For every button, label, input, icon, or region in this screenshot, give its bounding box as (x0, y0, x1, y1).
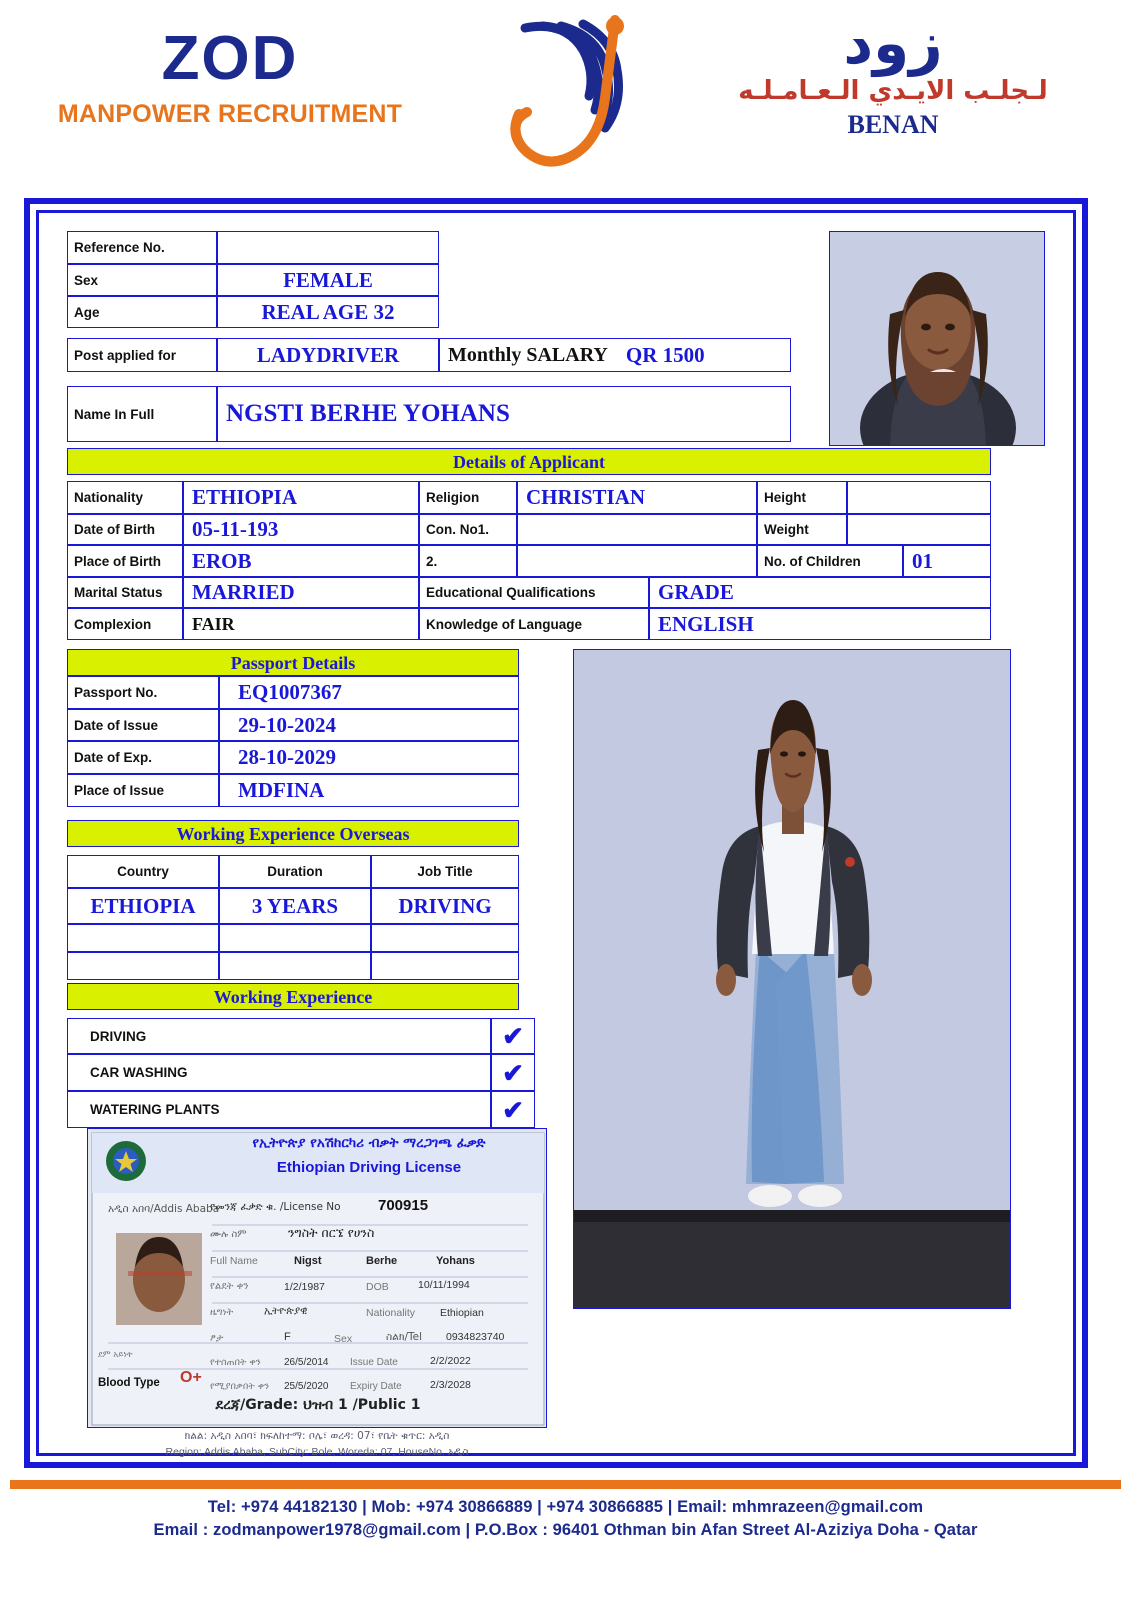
license-issue-label-am: የተሰጠበት ቀን (210, 1357, 261, 1368)
license-sex-label-am: ፆታ (210, 1333, 224, 1344)
license-sex-value: F (284, 1331, 291, 1343)
license-tel-label: ስልክ/Tel (386, 1331, 423, 1343)
reference-no-value-cell[interactable] (217, 231, 439, 264)
overseas-row3-country[interactable] (67, 952, 219, 980)
pob-value-cell[interactable]: EROB (183, 545, 419, 577)
license-middle-name: Berhe (366, 1255, 398, 1267)
license-nationality-am: ኢትዮጵያዊ (264, 1305, 308, 1317)
overseas-band: Working Experience Overseas (67, 820, 519, 847)
marital-label-cell: Marital Status (67, 577, 183, 608)
license-title-amharic: የኢትዮጵያ የአሽከርካሪ ብቃት ማረጋገጫ ፈቃድ (252, 1135, 486, 1151)
experience-item-car-washing[interactable] (67, 1054, 491, 1091)
footer-contact-line-1: Tel: +974 44182130 | Mob: +974 30866889 | +974 30866885 | Email: mhmrazeen@gmail.com (207, 1498, 924, 1516)
brand-tagline-arabic: لـجلـب الايـدي الـعـامـلـه (738, 76, 1048, 106)
license-expiry-date: 2/3/2028 (430, 1379, 471, 1391)
passport-issue-value-cell[interactable]: 29-10-2024 (219, 709, 519, 741)
license-region-line-en: Region: Addis Ababa, SubCity: Bole, Woreda: 07, HouseNo. አዲስ (165, 1446, 469, 1458)
post-applied-value-cell[interactable]: LADYDRIVER (217, 338, 439, 372)
license-issue-label: Issue Date (350, 1357, 398, 1368)
experience-item-driving[interactable] (67, 1018, 491, 1054)
footer-divider (10, 1480, 1121, 1489)
brand-left (30, 24, 430, 129)
overseas-header-country: Country (67, 855, 219, 888)
pob-label-cell: Place of Birth (67, 545, 183, 577)
brand-name: ZOD (161, 24, 299, 93)
passport-band: Passport Details (67, 649, 519, 676)
cv-sheet (24, 198, 1088, 1468)
passport-exp-value-cell[interactable]: 28-10-2029 (219, 741, 519, 774)
religion-value-cell[interactable]: CHRISTIAN (517, 481, 757, 514)
experience-label: DRIVING (90, 1028, 147, 1044)
passport-issue-label-cell: Date of Issue (67, 709, 219, 741)
experience-item-watering-plants[interactable] (67, 1091, 491, 1128)
license-issue-date: 2/2/2022 (430, 1355, 471, 1367)
experience-checkbox-watering-plants[interactable] (491, 1091, 535, 1128)
overseas-row2-jobtitle[interactable] (371, 924, 519, 952)
brand-benan: BENAN (847, 110, 939, 139)
education-value-cell[interactable]: GRADE (649, 577, 991, 608)
passport-exp-label-cell: Date of Exp. (67, 741, 219, 774)
overseas-header-duration: Duration (219, 855, 371, 888)
sex-value-cell[interactable]: FEMALE (217, 264, 439, 296)
license-birth-ec: 1/2/1987 (284, 1281, 325, 1293)
license-nationality: Ethiopian (440, 1307, 484, 1319)
license-tel: 0934823740 (446, 1331, 505, 1343)
license-issue-ec: 26/5/2014 (284, 1357, 329, 1368)
brand-name-arabic: زود (843, 9, 943, 77)
overseas-row2-country[interactable] (67, 924, 219, 952)
passport-place-label-cell: Place of Issue (67, 774, 219, 807)
overseas-row-country[interactable]: ETHIOPIA (67, 888, 219, 924)
brand-tagline: MANPOWER RECRUITMENT (57, 100, 403, 128)
contact-no1-value-cell[interactable] (517, 514, 757, 545)
weight-label-cell: Weight (757, 514, 847, 545)
height-value-cell[interactable] (847, 481, 991, 514)
reference-no-label-cell: Reference No. (67, 231, 217, 264)
overseas-row2-duration[interactable] (219, 924, 371, 952)
overseas-row3-duration[interactable] (219, 952, 371, 980)
age-value-cell[interactable]: REAL AGE 32 (217, 296, 439, 328)
overseas-row-jobtitle[interactable]: DRIVING (371, 888, 519, 924)
check-icon: ✔ (502, 1021, 524, 1051)
page-footer (0, 1480, 1131, 1540)
license-region-line-am: ክልል: አዲስ አበባ፣ ክፍለከተማ: ቦሌ፣ ወረዳ: 07፣ የቤት ቁጥር: አዲስ (184, 1430, 450, 1442)
driving-license-image (87, 1128, 547, 1428)
license-city: አዲስ አበባ/Addis Ababa (108, 1203, 220, 1215)
complexion-label-cell: Complexion (67, 608, 183, 640)
footer-contact-line-2: Email : zodmanpower1978@gmail.com | P.O.Box : 96401 Othman bin Afan Street Al-Aziziya Doha - Qatar (153, 1521, 978, 1539)
weight-value-cell[interactable] (847, 514, 991, 545)
nationality-value-cell[interactable]: ETHIOPIA (183, 481, 419, 514)
license-sex-label: Sex (334, 1333, 353, 1345)
dob-value-cell[interactable]: 05-11-193 (183, 514, 419, 545)
details-band: Details of Applicant (67, 448, 991, 475)
license-last-name: Yohans (436, 1255, 475, 1267)
experience-band: Working Experience (67, 983, 519, 1010)
license-expiry-label-am: የሚያበቃበት ቀን (210, 1381, 270, 1392)
experience-label: CAR WASHING (90, 1065, 188, 1080)
marital-value-cell[interactable]: MARRIED (183, 577, 419, 608)
license-blood-label: Blood Type (98, 1377, 160, 1389)
license-blood-label-am: ደም አይነት (98, 1350, 133, 1360)
contact-no2-label-cell: 2. (419, 545, 517, 577)
license-title-english: Ethiopian Driving License (276, 1159, 462, 1176)
license-nationality-label-am: ዜግነት (210, 1307, 234, 1318)
brand-right (683, 9, 1103, 140)
passport-no-label-cell: Passport No. (67, 676, 219, 709)
contact-no2-value-cell[interactable] (517, 545, 757, 577)
education-label-cell: Educational Qualifications (419, 577, 649, 608)
license-name-amharic: ንግስት በርኜ የሀንስ (288, 1225, 375, 1240)
salary-cell[interactable]: Monthly SALARY QR 1500 (439, 338, 791, 372)
page-header (0, 0, 1131, 185)
license-dob: 10/11/1994 (418, 1279, 470, 1291)
post-applied-label-cell: Post applied for (67, 338, 217, 372)
overseas-header-jobtitle: Job Title (371, 855, 519, 888)
license-no-label: የመንጃ ፈቃድ ቁ. /License No (210, 1201, 341, 1213)
height-label-cell: Height (757, 481, 847, 514)
experience-checkbox-driving[interactable] (491, 1018, 535, 1054)
children-label-cell: No. of Children (757, 545, 903, 577)
license-expiry-label: Expiry Date (350, 1381, 402, 1392)
age-label-cell: Age (67, 296, 217, 328)
complexion-value-cell[interactable]: FAIR (183, 608, 419, 640)
contact-no1-label-cell: Con. No1. (419, 514, 517, 545)
check-icon: ✔ (502, 1094, 524, 1125)
license-no-value: 700915 (378, 1197, 429, 1214)
license-grade-line: ደረጃ/Grade: ህዝብ 1 /Public 1 (215, 1397, 421, 1413)
license-name-label-am: ሙሉ ስም (210, 1229, 247, 1240)
license-blood-value: O+ (180, 1369, 202, 1386)
license-dob-label: DOB (366, 1281, 389, 1293)
passport-no-value-cell[interactable]: EQ1007367 (219, 676, 519, 709)
language-label-cell: Knowledge of Language (419, 608, 649, 640)
nationality-label-cell: Nationality (67, 481, 183, 514)
license-expiry-ec: 25/5/2020 (284, 1381, 329, 1392)
language-value-cell[interactable]: ENGLISH (649, 608, 991, 640)
religion-label-cell: Religion (419, 481, 517, 514)
license-first-name: Nigst (294, 1255, 322, 1267)
overseas-row-duration[interactable]: 3 YEARS (219, 888, 371, 924)
zod-swirl-logo-icon (465, 8, 665, 173)
dob-label-cell: Date of Birth (67, 514, 183, 545)
overseas-row3-jobtitle[interactable] (371, 952, 519, 980)
applicant-portrait-photo (829, 231, 1045, 446)
applicant-fulllength-photo (573, 649, 1011, 1309)
check-icon: ✔ (502, 1057, 524, 1088)
name-label-cell: Name In Full (67, 386, 217, 442)
license-birth-label-am: የልደት ቀን (210, 1281, 249, 1292)
sex-label-cell: Sex (67, 264, 217, 296)
license-nationality-label: Nationality (366, 1307, 416, 1319)
name-value-cell[interactable]: NGSTI BERHE YOHANS (217, 386, 791, 442)
experience-checkbox-car-washing[interactable] (491, 1054, 535, 1091)
experience-label: WATERING PLANTS (90, 1102, 220, 1117)
passport-place-value-cell[interactable]: MDFINA (219, 774, 519, 807)
license-fullname-label: Full Name (210, 1255, 258, 1267)
children-value-cell[interactable]: 01 (903, 545, 991, 577)
